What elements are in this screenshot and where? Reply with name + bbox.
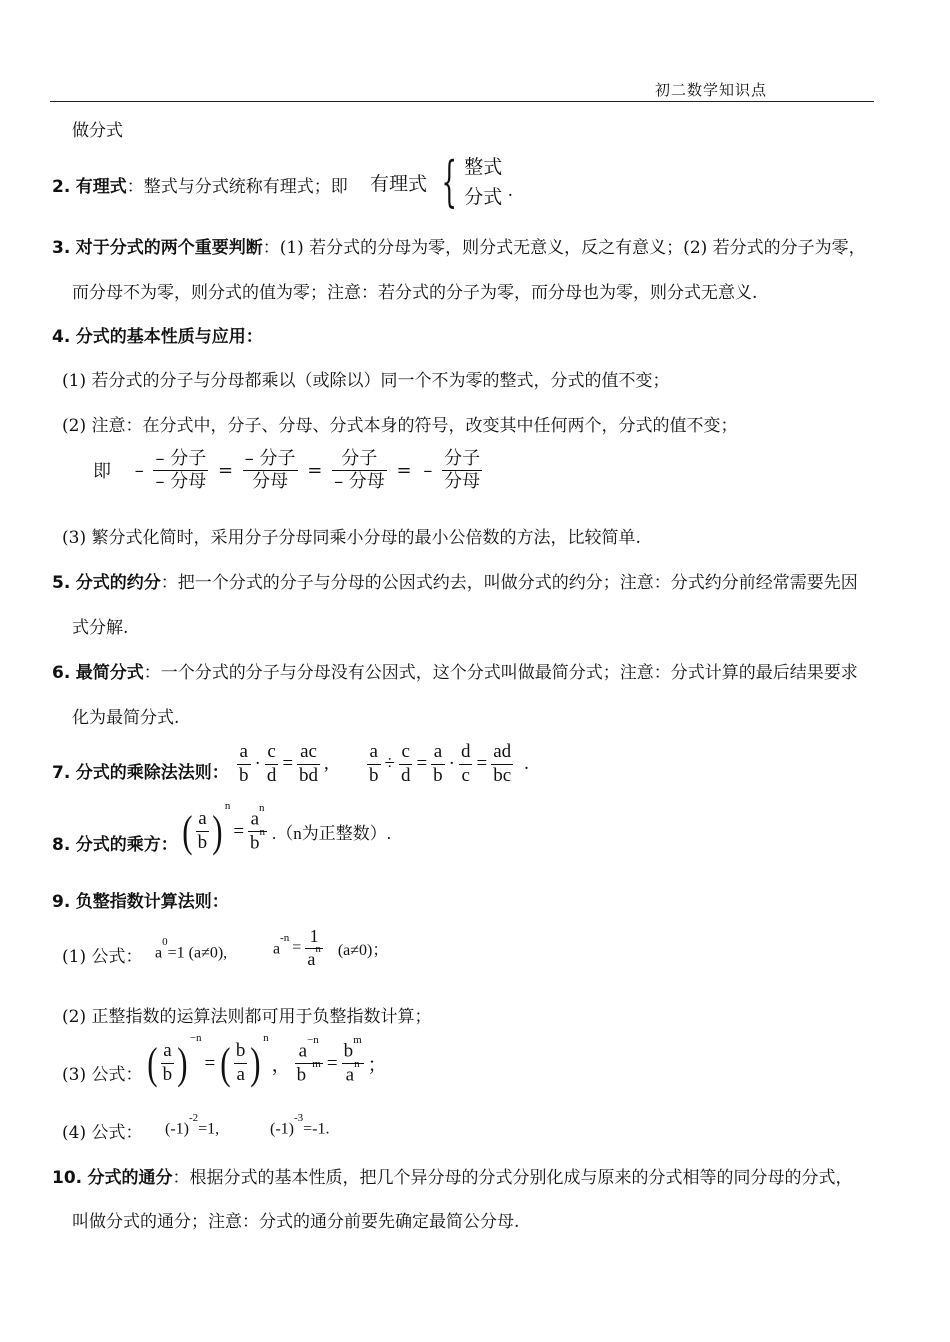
comma: ， (271, 1055, 291, 1077)
frac-1-an (305, 926, 323, 970)
left-paren-icon: ( (182, 806, 193, 856)
negative-power-fraction-formula (145, 1031, 390, 1088)
base: b (296, 1064, 307, 1086)
formula-rest: =1, (198, 1120, 220, 1138)
period: . (524, 753, 529, 775)
item-9-sub-4-label: (4) 公式： (62, 1123, 143, 1143)
item-2 (52, 172, 348, 197)
item-term: 分式的基本性质与应用： (75, 327, 263, 347)
item-3-line-1 (52, 233, 866, 258)
numerator: c (265, 741, 279, 765)
item-text: ：一个分式的分子与分母没有公因式，这个分式叫做最简分式；注意：分式计算的最后结果要求 (143, 663, 858, 683)
exponent: n (224, 799, 231, 812)
left-paren-icon: ( (147, 1038, 158, 1088)
exponent: −m (306, 1058, 321, 1071)
frac-ac-bd (297, 741, 320, 788)
exponent: -2 (188, 1112, 199, 1124)
fraction-1 (153, 448, 208, 492)
zero-exponent-formula (155, 936, 228, 962)
frac-c-d (265, 741, 279, 788)
equals-sign: = (282, 753, 294, 775)
denominator: d (400, 764, 411, 786)
exponent: -3 (293, 1112, 304, 1124)
fraction-3-denominator: – 分母 (334, 470, 385, 492)
base: a (273, 940, 281, 958)
page-header-title: 初二数学知识点 (655, 81, 768, 99)
neg-one-power-formula-1 (165, 1112, 220, 1138)
formula-rest: =1 (a≠0), (167, 944, 228, 962)
neg-one-power-formula-2 (270, 1112, 330, 1138)
minus-sign: – (134, 459, 144, 481)
base: a (298, 1040, 308, 1062)
denominator: b (162, 1064, 173, 1086)
item-text: ：把一个分式的分子与分母的公因式约去，叫做分式的约分；注意：分式约分前经常需要先因 (160, 573, 858, 593)
numerator: a (196, 808, 210, 832)
classification-lhs: 有理式 (370, 173, 428, 195)
base: a (345, 1064, 355, 1086)
negative-exponent-formula (273, 926, 388, 970)
item-number: 3. (52, 238, 71, 258)
power-rule (180, 799, 392, 856)
header-rule (50, 101, 874, 102)
base: (-1) (270, 1120, 294, 1138)
right-paren-icon: ) (250, 1038, 261, 1088)
base: (-1) (165, 1120, 189, 1138)
lhs (273, 931, 290, 958)
item-10-line-2: 叫做分式的通分；注意：分式的通分前要先确定最简公分母. (72, 1212, 520, 1232)
item-4-sub-2: (2) 注意：在分式中，分子、分母、分式本身的符号，改变其中任何两个，分式的值不变； (62, 416, 738, 436)
comma: , (324, 753, 329, 775)
sign-rule-equation (90, 448, 483, 492)
item-term: 分式的通分 (87, 1168, 173, 1188)
item-term: 对于分式的两个重要判断 (75, 238, 263, 258)
item-5-line-2: 式分解. (72, 618, 129, 638)
exponent: n (259, 826, 266, 839)
formula-tail: (a≠0)； (337, 941, 389, 959)
numerator: 1 (305, 926, 323, 949)
formula-tail: ； (367, 1055, 387, 1077)
equals-sign: = (416, 753, 428, 775)
item-term: 分式的约分 (75, 573, 161, 593)
frac-an-bn (248, 802, 267, 855)
frac-ad-bc (491, 741, 513, 788)
frac-a-b (237, 741, 251, 788)
item-9-heading (52, 887, 229, 912)
numerator: c (399, 741, 413, 765)
ji-label: 即 (93, 461, 111, 483)
item-8-heading (52, 830, 178, 855)
frac-a-neg-n-b-neg-m (295, 1034, 323, 1087)
base: a (307, 948, 316, 969)
item-text: ：整式与分式统称有理式；即 (126, 177, 348, 197)
exponent: n (259, 802, 265, 814)
denominator: a (236, 1064, 245, 1086)
brace-icon: { (441, 150, 458, 213)
base: a (250, 808, 259, 830)
denominator: c (461, 764, 470, 786)
item-9-sub-3-label: (3) 公式： (62, 1065, 143, 1085)
frac-a-b (161, 1040, 175, 1087)
fraction-4-numerator: 分子 (444, 448, 481, 469)
item-number: 8. (52, 835, 71, 855)
item-number: 5. (52, 573, 71, 593)
frac-b-a (234, 1040, 248, 1087)
right-paren-icon: ) (212, 806, 223, 856)
denominator: b (433, 764, 443, 786)
numerator: a (161, 1040, 175, 1064)
denominator: d (266, 764, 277, 786)
item-number: 9. (52, 892, 71, 912)
item-term: 分式的乘除法法则： (75, 763, 229, 783)
equals-sign: = (307, 459, 323, 481)
item-4-sub-3: (3) 繁分式化简时，采用分子分母同乘小分母的最小公倍数的方法，比较简单. (62, 528, 641, 548)
fraction-3-numerator: 分子 (332, 448, 387, 471)
fraction-4-denominator: 分母 (444, 470, 481, 492)
division-rule (366, 741, 532, 788)
fraction-1-numerator: – 分子 (155, 448, 207, 469)
frac-bm-an (342, 1034, 364, 1087)
numerator: d (459, 741, 473, 765)
classification-options (464, 152, 502, 212)
item-number: 6. (52, 663, 71, 683)
denominator (248, 826, 267, 855)
fraction-1-denominator: – 分母 (155, 470, 207, 492)
item-number: 10. (52, 1168, 83, 1188)
equals-sign: = (292, 939, 302, 957)
base: b (343, 1040, 354, 1062)
exponent: n (354, 1058, 360, 1071)
item-3-line-2: 而分母不为零，则分式的值为零；注意：若分式的分子为零，而分母也为零，则分式无意义. (72, 283, 758, 303)
equals-sign: = (204, 1052, 216, 1074)
denominator: b (239, 764, 249, 786)
numerator: a (367, 741, 381, 765)
numerator: a (431, 741, 445, 765)
frac-a-b (431, 741, 445, 788)
item-term: 最简分式 (75, 663, 144, 683)
denominator (305, 942, 323, 971)
exponent: m (353, 1034, 362, 1046)
item-term: 分式的乘方： (75, 835, 178, 855)
exponent: n (315, 942, 321, 955)
fraction-2-denominator: 分母 (252, 470, 289, 492)
base: b (250, 832, 260, 854)
multiplication-rule (236, 741, 332, 788)
fraction-2 (243, 448, 298, 492)
denominator (295, 1058, 323, 1087)
item-text: ：(1) 若分式的分母为零，则分式无意义，反之有意义；(2) 若分式的分子为零， (262, 238, 866, 258)
rational-expression-classification (370, 152, 513, 212)
item-number: 2. (52, 177, 71, 197)
numerator: b (234, 1040, 248, 1064)
frac-c-d (399, 741, 413, 788)
formula-rest: =-1. (303, 1120, 330, 1138)
item-number: 7. (52, 763, 71, 783)
item-5-line-1 (52, 568, 858, 593)
equals-sign: = (326, 1052, 338, 1074)
item-number: 4. (52, 327, 71, 347)
fraction-3 (332, 448, 387, 492)
numerator: a (237, 741, 251, 765)
equals-sign: = (396, 459, 412, 481)
divide-operator: ÷ (384, 753, 395, 775)
item-term: 有理式 (75, 177, 127, 197)
exponent: 0 (162, 936, 168, 948)
equals-sign: = (233, 820, 245, 842)
base: a (155, 944, 163, 962)
dot-operator: · (448, 753, 455, 775)
denominator (342, 1058, 364, 1087)
fraction-4 (442, 448, 482, 492)
frac-a-b (367, 741, 381, 788)
numerator: ac (297, 741, 320, 765)
item-4-heading (52, 322, 263, 347)
item-term: 负整指数计算法则： (75, 892, 229, 912)
fraction-2-numerator: – 分子 (244, 448, 296, 469)
exponent: −n (189, 1031, 202, 1044)
item-text: ：根据分式的基本性质，把几个异分母的分式分别化成与原来的分式相等的同分母的分式， (172, 1168, 853, 1188)
exponent: -n (280, 931, 290, 944)
denominator: b (197, 832, 208, 854)
item-4-sub-1: (1) 若分式的分子与分母都乘以（或除以）同一个不为零的整式，分式的值不变； (62, 371, 670, 391)
denominator: b (369, 764, 379, 786)
frac-a-b (196, 808, 210, 855)
item-9-sub-1-label: (1) 公式： (62, 947, 143, 967)
numerator: ad (491, 741, 513, 765)
denominator: bd (299, 764, 319, 786)
option-fraction: 分式 (464, 186, 503, 208)
frac-d-c (459, 741, 473, 788)
equals-sign: = (217, 459, 234, 481)
item-7-heading (52, 758, 229, 783)
dot-operator: · (254, 753, 261, 775)
denominator: bc (493, 764, 512, 786)
numerator (342, 1034, 364, 1064)
classification-end: . (507, 181, 514, 201)
minus-sign: – (423, 459, 433, 481)
exponent: n (263, 1031, 269, 1044)
power-rule-tail: .（n为正整数）. (272, 824, 392, 844)
item-9-sub-2: (2) 正整指数的运算法则都可用于负整指数计算； (62, 1007, 432, 1027)
right-paren-icon: ) (177, 1038, 188, 1088)
exponent: −n (307, 1034, 319, 1046)
option-polynomial: 整式 (464, 156, 503, 178)
item-6-line-2: 化为最简分式. (72, 708, 180, 728)
item-6-line-1 (52, 658, 858, 683)
continuation-text: 做分式 (72, 121, 123, 141)
item-10-line-1 (52, 1163, 853, 1188)
left-paren-icon: ( (220, 1038, 231, 1088)
equals-sign: = (476, 753, 488, 775)
